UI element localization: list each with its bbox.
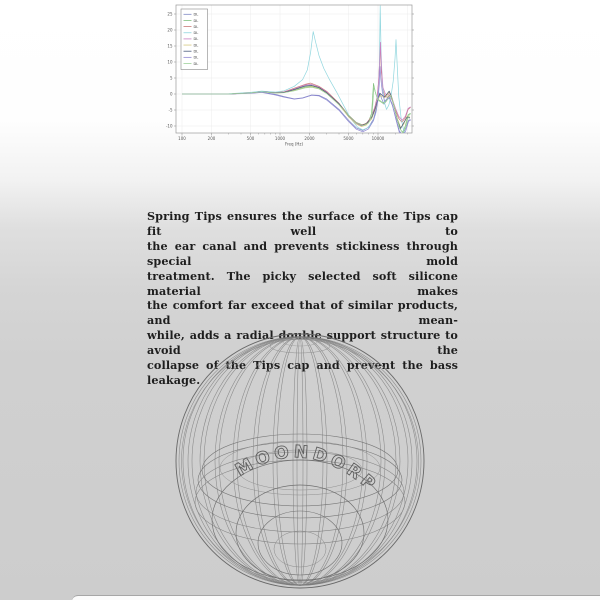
legend-label: DL xyxy=(193,37,199,42)
description-line: the ear canal and prevents stickiness through special mold xyxy=(147,238,458,268)
legend-label: DL xyxy=(193,55,199,60)
x-axis-label: Freq (Hz) xyxy=(284,141,304,147)
svg-text:5000: 5000 xyxy=(343,136,354,141)
legend-label: DL xyxy=(193,31,199,36)
legend-label: DL xyxy=(193,43,199,48)
legend-label: DL xyxy=(193,18,199,23)
description-line: the comfort far exceed that of similar products, and mean- xyxy=(147,298,458,328)
svg-text:2000: 2000 xyxy=(304,136,315,141)
legend-label: DL xyxy=(193,12,199,17)
svg-text:100: 100 xyxy=(178,136,186,141)
description-line: collapse of the Tips cap and prevent the bass leakage. xyxy=(147,358,458,387)
legend-label: DL xyxy=(193,61,199,66)
next-section-edge xyxy=(72,595,600,600)
svg-text:10: 10 xyxy=(167,59,173,65)
svg-text:20: 20 xyxy=(167,27,173,33)
svg-text:500: 500 xyxy=(246,136,255,141)
svg-text:200: 200 xyxy=(207,136,216,141)
svg-text:-10: -10 xyxy=(165,123,173,129)
svg-text:0: 0 xyxy=(169,91,173,97)
svg-text:10000: 10000 xyxy=(371,136,385,141)
description-line: while, adds a radial double support structure to avoid the xyxy=(147,328,458,358)
svg-text:15: 15 xyxy=(167,43,173,49)
description-line: treatment. The picky selected soft silicone material makes xyxy=(147,268,458,298)
description-line: Spring Tips ensures the surface of the Tips cap fit well to xyxy=(147,209,458,238)
svg-text:5: 5 xyxy=(169,75,173,81)
legend-label: DL xyxy=(193,49,199,54)
svg-text:25: 25 xyxy=(167,11,173,17)
brand-arc-text: MOONDORP xyxy=(232,442,382,497)
svg-text:-5: -5 xyxy=(168,107,173,113)
legend-label: DL xyxy=(193,24,199,29)
svg-text:1000: 1000 xyxy=(274,136,286,141)
